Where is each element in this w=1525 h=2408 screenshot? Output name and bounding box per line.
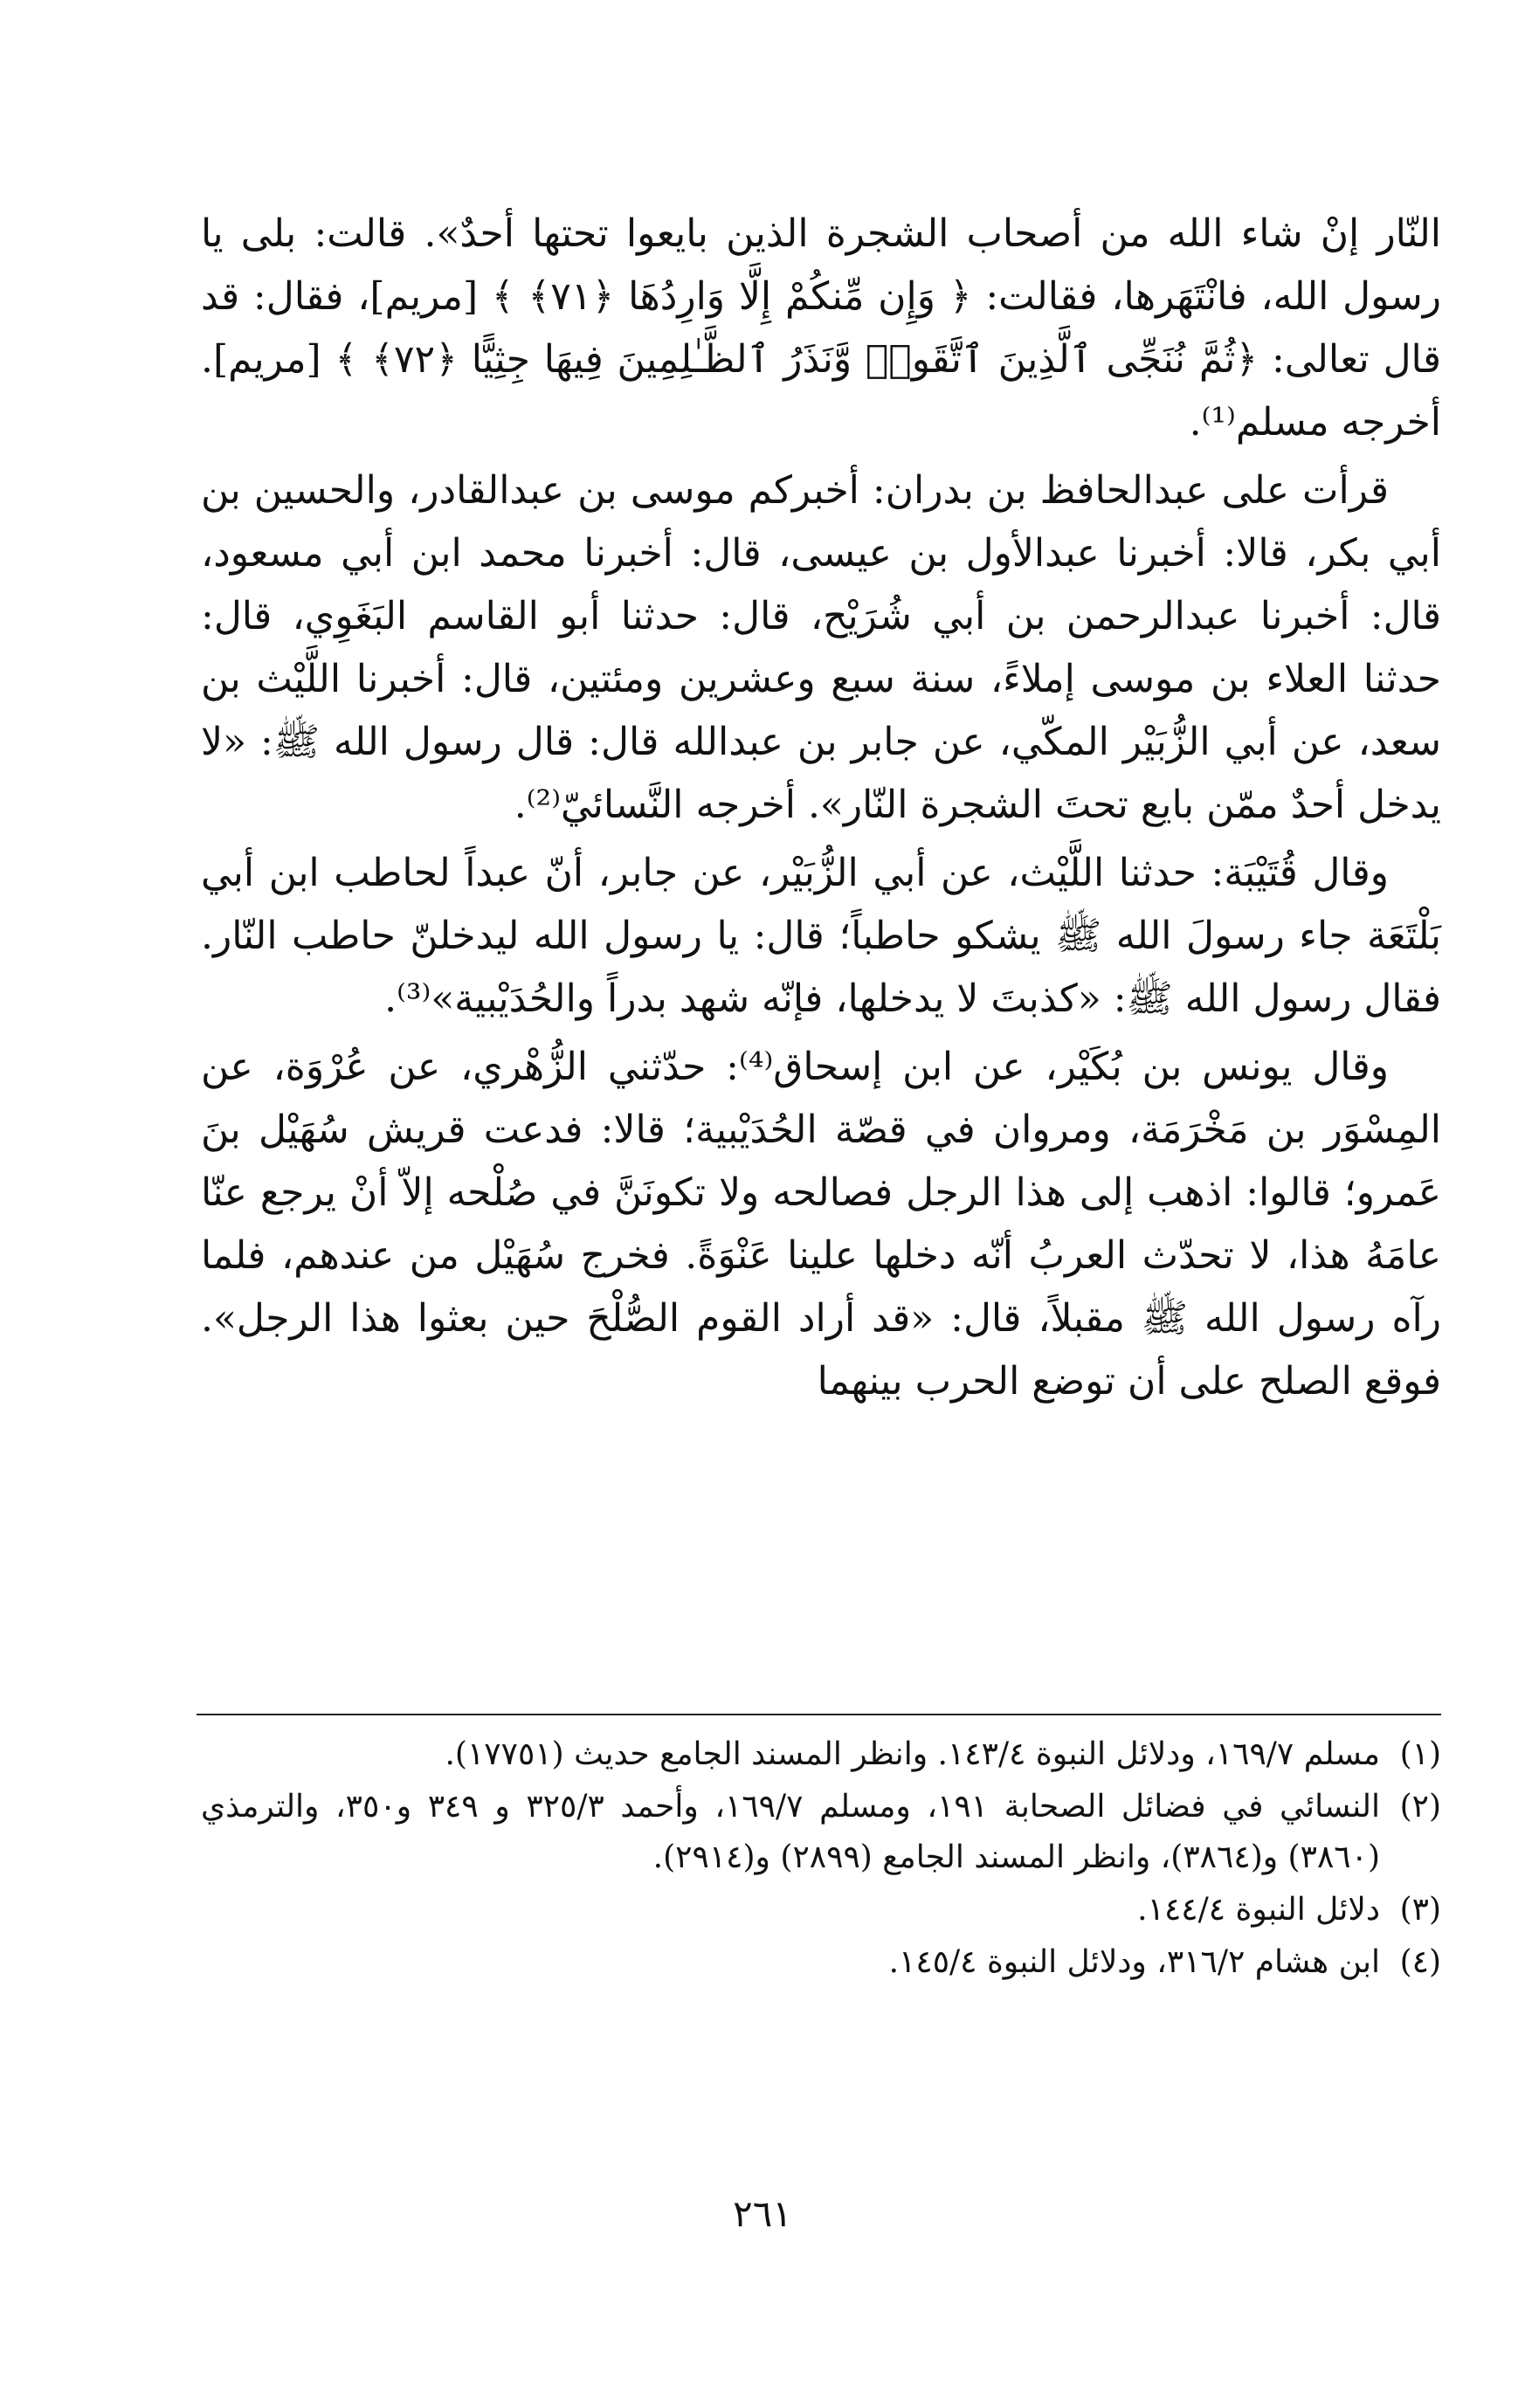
footnote-1 [201, 1729, 1441, 1780]
page-number: ٢٦١ [733, 2192, 792, 2235]
footnote-3 [201, 1885, 1441, 1935]
footnotes [201, 1729, 1441, 1990]
footnote-separator [197, 1714, 1441, 1715]
paragraph-1: النّار إنْ شاء الله من أصحاب الشجرة الذين بايعوا تحتها أحدٌ». قالت: بلى يا رسول الله، فانْتَهَرها، فقالت: ﴿ وَإِن مِّنكُمْ إِلَّا وَارِدُهَا ﴿٧١﴾ ﴾ [مريم]، فقال: قد قال تعالى: ﴿ثُمَّ نُنَجِّى ٱلَّذِينَ ٱتَّقَوا۟ وَّنَذَرُ ٱلظَّـٰلِمِينَ فِيهَا جِثِيًّا ﴿٧٢﴾ ﴾ [مريم]. أخرجه مسلم⁽¹⁾. [201, 211, 1441, 445]
footnote-text: دلائل النبوة ١٤٤/٤. [1137, 1892, 1380, 1928]
footnote-text: ابن هشام ٣١٦/٢، ودلائل النبوة ١٤٥/٤. [888, 1944, 1380, 1980]
paragraph-2: قرأت على عبدالحافظ بن بدران: أخبركم موسى بن عبدالقادر، والحسين بن أبي بكر، قالا: أخبرنا عبدالأول بن عيسى، قال: أخبرنا محمد ابن أبي مسعود، قال: أخبرنا عبدالرحمن بن أبي شُرَيْح، قال: حدثنا أبو القاسم البَغَوِي، قال: حدثنا العلاء بن موسى إملاءً، سنة سبع وعشرين ومئتين، قال: أخبرنا اللَّيْث بن سعد، عن أبي الزُّبَيْر المكّي، عن جابر بن عبدالله قال: قال رسول الله ﷺ: «لا يدخل أحدٌ ممّن بايع تحتَ الشجرة النّار». أخرجه النَّسائيّ⁽²⁾. [201, 468, 1441, 827]
paragraph-4: وقال يونس بن بُكَيْر، عن ابن إسحاق⁽⁴⁾: حدّثني الزُّهْري، عن عُرْوَة، عن المِسْوَر بن مَخْرَمَة، ومروان في قصّة الحُدَيْبية؛ قالا: فدعت قريش سُهَيْل بنَ عَمرو؛ قالوا: اذهب إلى هذا الرجل فصالحه ولا تكونَنَّ في صُلْحه إلاّ أنْ يرجع عنّا عامَهُ هذا، لا تحدّث العربُ أنّه دخلها علينا عَنْوَةً. فخرج سُهَيْل من عندهم، فلما رآه رسول الله ﷺ مقبلاً، قال: «قد أراد القوم الصُّلْحَ حين بعثوا هذا الرجل». فوقع الصلح على أن توضع الحرب بينهما [201, 1045, 1441, 1404]
footnote-text: النسائي في فضائل الصحابة ١٩١، ومسلم ١٦٩/٧، وأحمد ٣٢٥/٣ و ٣٤٩ و٣٥٠، والترمذي (٣٨٦٠) و(٣٨٦٤)، وانظر المسند الجامع (٢٨٩٩) و(٢٩١٤). [201, 1789, 1380, 1875]
footnote-number: (٢) [1399, 1789, 1441, 1825]
main-text [201, 203, 1441, 1413]
footnote-text: مسلم ١٦٩/٧، ودلائل النبوة ١٤٣/٤. وانظر المسند الجامع حديث (١٧٧٥١). [445, 1736, 1380, 1772]
footnote-number: (١) [1399, 1736, 1441, 1772]
paragraph-3: وقال قُتَيْبَة: حدثنا اللَّيْث، عن أبي الزُّبَيْر، عن جابر، أنّ عبداً لحاطب ابن أبي بَلْتَعَة جاء رسولَ الله ﷺ يشكو حاطباً؛ قال: يا رسول الله ليدخلنّ حاطب النّار. فقال رسول الله ﷺ: «كذبتَ لا يدخلها، فإنّه شهد بدراً والحُدَيْبية»⁽³⁾. [201, 851, 1441, 1021]
footnote-number: (٣) [1399, 1892, 1441, 1928]
footnote-number: (٤) [1399, 1944, 1441, 1980]
footnote-4 [201, 1937, 1441, 1988]
footnote-2 [201, 1782, 1441, 1883]
